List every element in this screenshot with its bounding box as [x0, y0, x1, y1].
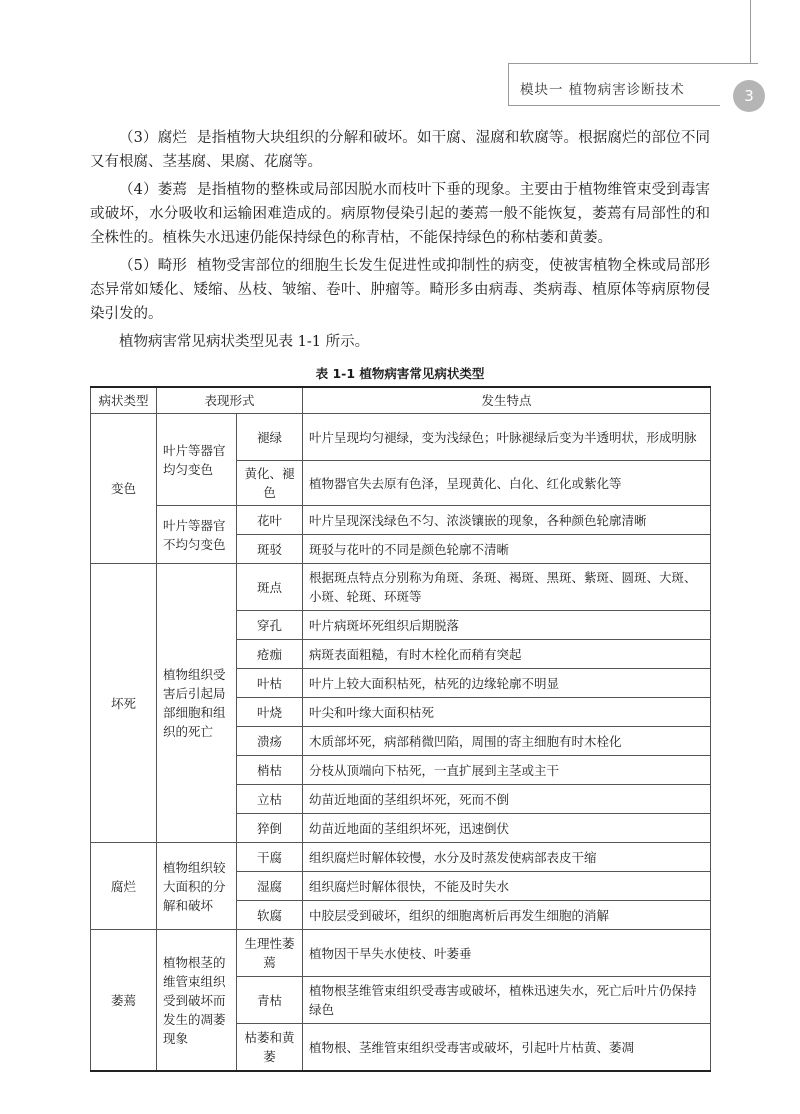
subtype-cell: 湿腐: [237, 872, 303, 901]
paragraph-text: 植物受害部位的细胞生长发生促进性或抑制性的病变，使被害植物全株或局部形态异常如矮化、矮缩、丛枝、皱缩、卷叶、肿瘤等。畸形多由病毒、类病毒、植原体等病原物侵染引发的。: [90, 258, 710, 322]
table-row: [91, 506, 711, 535]
subtype-cell: 斑驳: [237, 535, 303, 564]
subtype-cell: 猝倒: [237, 814, 303, 843]
table-caption: 表 1-1 植物病害常见病状类型: [315, 366, 485, 381]
header-cell: 发生特点: [303, 387, 711, 414]
header-rule-top: [508, 63, 758, 64]
table-row: [91, 414, 711, 461]
description-cell: 植物根、茎维管束组织受毒害或破坏，引起叶片枯黄、萎凋: [303, 1024, 711, 1072]
table-row: [91, 843, 711, 872]
description-cell: 根据斑点特点分别称为角斑、条斑、褐斑、黑斑、紫斑、圆斑、大斑、小斑、轮斑、环斑等: [303, 564, 711, 611]
term-label: （4）萎蔫: [119, 182, 188, 198]
subtype-cell: 褪绿: [237, 414, 303, 461]
category-cell: 萎蔫: [91, 930, 157, 1072]
subtype-cell: 生理性萎蔫: [237, 930, 303, 977]
subtype-cell: 叶烧: [237, 698, 303, 727]
description-cell: 叶片呈现深浅绿色不匀、浓淡镶嵌的现象，各种颜色轮廓清晰: [303, 506, 711, 535]
term-label: （5）畸形: [119, 258, 188, 274]
table-row: [91, 564, 711, 611]
category-cell: 坏死: [91, 564, 157, 843]
description-cell: 植物因干旱失水使枝、叶萎垂: [303, 930, 711, 977]
description-cell: 组织腐烂时解体较慢，水分及时蒸发使病部表皮干缩: [303, 843, 711, 872]
form-cell: 植物组织受害后引起局部细胞和组织的死亡: [157, 564, 237, 843]
subtype-cell: 穿孔: [237, 611, 303, 640]
table-header-row: [91, 387, 711, 414]
description-cell: 叶尖和叶缘大面积枯死: [303, 698, 711, 727]
paragraph-malformation: [90, 254, 710, 326]
header-rule-left: [508, 63, 509, 105]
subtype-cell: 疮痂: [237, 640, 303, 669]
description-cell: 植物根茎维管束组织受毒害或破坏，植株迅速失水，死亡后叶片仍保持绿色: [303, 977, 711, 1024]
subtype-cell: 溃疡: [237, 727, 303, 756]
description-cell: 叶片呈现均匀褪绿，变为浅绿色；叶脉褪绿后变为半透明状，形成明脉: [303, 414, 711, 461]
description-cell: 分枝从顶端向下枯死，一直扩展到主茎或主干: [303, 756, 711, 785]
form-cell: 叶片等器官不均匀变色: [157, 506, 237, 564]
description-cell: 病斑表面粗糙，有时木栓化而稍有突起: [303, 640, 711, 669]
subtype-cell: 软腐: [237, 901, 303, 930]
paragraph-rot: [90, 126, 710, 174]
subtype-cell: 枯萎和黄萎: [237, 1024, 303, 1072]
form-cell: 叶片等器官均匀变色: [157, 414, 237, 506]
description-cell: 中胶层受到破坏，组织的细胞离析后再发生细胞的消解: [303, 901, 711, 930]
subtype-cell: 梢枯: [237, 756, 303, 785]
paragraph-text: 是指植物大块组织的分解和破坏。如干腐、湿腐和软腐等。根据腐烂的部位不同又有根腐、茎基腐、果腐、花腐等。: [90, 130, 710, 170]
symptom-table: [90, 386, 711, 1072]
subtype-cell: 干腐: [237, 843, 303, 872]
subtype-cell: 斑点: [237, 564, 303, 611]
description-cell: 幼苗近地面的茎组织坏死，死而不倒: [303, 785, 711, 814]
description-cell: 叶片病斑坏死组织后期脱落: [303, 611, 711, 640]
paragraph-table-ref: [90, 330, 710, 354]
description-cell: 叶片上较大面积枯死，枯死的边缘轮廓不明显: [303, 669, 711, 698]
description-cell: 幼苗近地面的茎组织坏死，迅速倒伏: [303, 814, 711, 843]
subtype-cell: 叶枯: [237, 669, 303, 698]
header-rule-vertical: [750, 0, 751, 63]
body-text: [90, 126, 710, 358]
running-head: 模块一 植物病害诊断技术: [520, 82, 685, 98]
paragraph-wilt: [90, 178, 710, 250]
form-cell: 植物组织较大面积的分解和破坏: [157, 843, 237, 930]
subtype-cell: 花叶: [237, 506, 303, 535]
subtype-cell: 黄化、褪色: [237, 461, 303, 506]
description-cell: 组织腐烂时解体很快，不能及时失水: [303, 872, 711, 901]
page-number-badge: 3: [733, 80, 765, 112]
form-cell: 植物根茎的维管束组织受到破坏而发生的凋萎现象: [157, 930, 237, 1072]
subtype-cell: 青枯: [237, 977, 303, 1024]
description-cell: 植物器官失去原有色泽，呈现黄化、白化、红化或紫化等: [303, 461, 711, 506]
table-row: [91, 930, 711, 977]
description-cell: 斑驳与花叶的不同是颜色轮廓不清晰: [303, 535, 711, 564]
subtype-cell: 立枯: [237, 785, 303, 814]
paragraph-text: 植物病害常见病状类型见表 1-1 所示。: [119, 334, 370, 350]
category-cell: 腐烂: [91, 843, 157, 930]
term-label: （3）腐烂: [119, 130, 188, 146]
header-cell: 表现形式: [157, 387, 303, 414]
category-cell: 变色: [91, 414, 157, 564]
description-cell: 木质部坏死，病部稍微凹陷，周围的寄主细胞有时木栓化: [303, 727, 711, 756]
paragraph-text: 是指植物的整株或局部因脱水而枝叶下垂的现象。主要由于植物维管束受到毒害或破坏，水分吸收和运输困难造成的。病原物侵染引起的萎蔫一般不能恢复，萎蔫有局部性的和全株性的。植株失水迅速仍能保持绿色的称青枯，不能保持绿色的称枯萎和黄萎。: [90, 182, 710, 246]
header-cell: 病状类型: [91, 387, 157, 414]
header-rule-bottom: [508, 105, 720, 106]
